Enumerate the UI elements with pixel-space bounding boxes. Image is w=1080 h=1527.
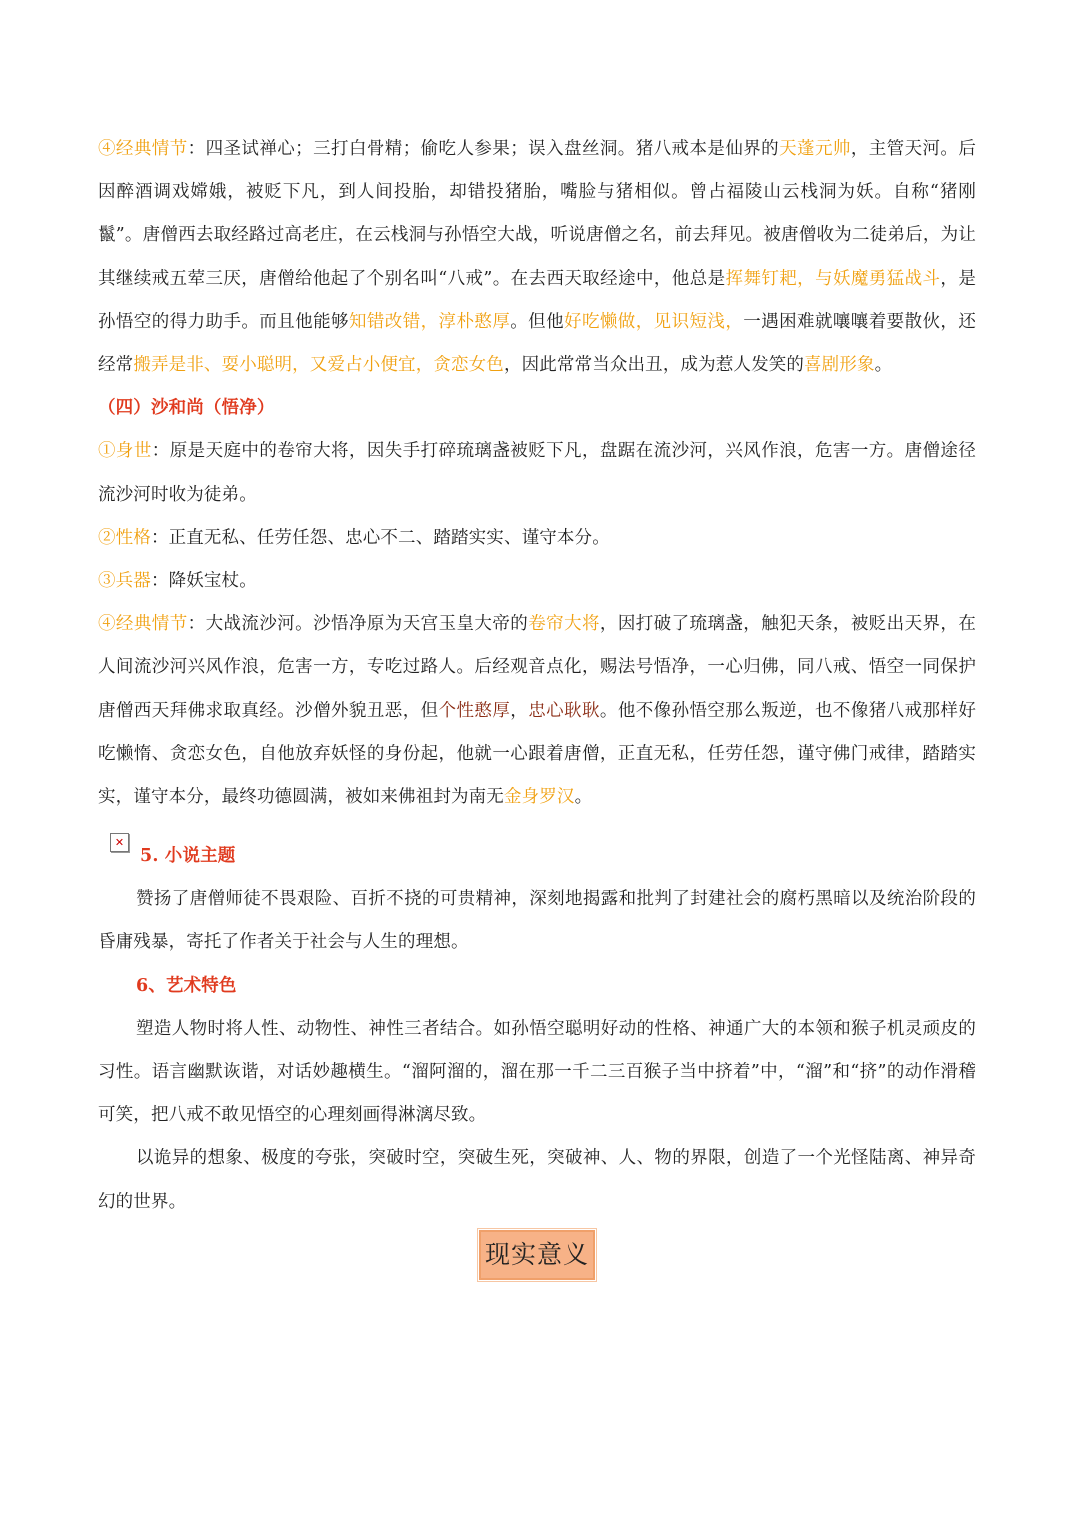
theme-heading: 5. 小说主题 (140, 846, 236, 867)
reality-box-wrap (98, 1230, 976, 1280)
emphasis: 忠心耿耿 (528, 700, 600, 721)
section-heading-sha: （四）沙和尚（悟净） (98, 398, 275, 419)
sha-weapon: ③兵器：降妖宝杖。 (98, 571, 257, 592)
art-heading: 6、艺术特色 (136, 975, 237, 996)
label: ④经典情节 (98, 139, 188, 159)
emphasis: 个性憨厚 (438, 700, 511, 721)
highlight: 好吃懒做，见识短浅， (564, 311, 744, 332)
label: ①身世 (98, 441, 152, 462)
art-paragraph-2: 以诡异的想象、极度的夸张，突破时空，突破生死，突破神、人、物的界限，创造了一个光怪陆离、神异奇幻的世界。 (98, 1148, 976, 1212)
broken-image-icon: ✕ (110, 833, 129, 852)
label: ③兵器 (98, 571, 151, 592)
theme-heading-row (98, 835, 976, 878)
label: ④经典情节 (98, 614, 188, 635)
highlight: 知错改错，淳朴憨厚 (348, 311, 511, 332)
document-page (98, 128, 976, 1280)
highlight: 喜剧形象 (804, 355, 875, 376)
highlight: 搬弄是非、耍小聪明，又爱占小便宜，贪恋女色 (133, 355, 504, 376)
label: ②性格 (98, 527, 151, 548)
highlight: 天蓬元帅 (779, 139, 851, 159)
art-paragraph-1: 塑造人物时将人性、动物性、神性三者结合。如孙悟空聪明好动的性格、神通广大的本领和猴子机灵顽皮的习性。语言幽默诙谐，对话妙趣横生。“溜阿溜的，溜在那一千二三百猴子当中挤着”中，“溜”和“挤”的动作滑稽可笑，把八戒不敢见悟空的心理刻画得淋漓尽致。 (98, 1018, 976, 1126)
sha-origin: ①身世：原是天庭中的卷帘大将，因失手打碎琉璃盏被贬下凡，盘踞在流沙河，兴风作浪，危害一方。唐僧途径流沙河时收为徒弟。 (98, 441, 977, 505)
highlight: 卷帘大将 (528, 614, 600, 635)
bajie-classic-plot: ④经典情节：四圣试禅心；三打白骨精；偷吃人参果；误入盘丝洞。猪八戒本是仙界的天蓬元帅，主管天河。后因醉酒调戏嫦娥，被贬下凡，到人间投胎，却错投猪胎，嘴脸与猪相似。曾占福陵山云栈洞为妖。自称“猪刚鬣”。唐僧西去取经路过高老庄，在云栈洞与孙悟空大战，听说唐僧之名，前去拜见。被唐僧收为二徒弟后，为让其继续戒五荤三厌，唐僧给他起了个别名叫“八戒”。在去西天取经途中，他总是挥舞钉耙，与妖魔勇猛战斗，是孙悟空的得力助手。而且他能够知错改错，淳朴憨厚。但他好吃懒做，见识短浅，一遇困难就嚷嚷着要散伙，还经常搬弄是非、耍小聪明，又爱占小便宜，贪恋女色，因此常常当众出丑，成为惹人发笑的喜剧形象。 (98, 139, 977, 376)
highlight: 金身罗汉 (503, 787, 575, 808)
sha-character: ②性格：正直无私、任劳任怨、忠心不二、踏踏实实、谨守本分。 (98, 527, 610, 548)
theme-text: 赞扬了唐僧师徒不畏艰险、百折不挠的可贵精神，深刻地揭露和批判了封建社会的腐朽黑暗以及统治阶段的昏庸残暴，寄托了作者关于社会与人生的理想。 (98, 889, 976, 953)
reality-significance-box: 现实意义 (479, 1230, 595, 1280)
highlight: 挥舞钉耙，与妖魔勇猛战斗 (725, 268, 941, 289)
sha-classic-plot: ④经典情节：大战流沙河。沙悟净原为天宫玉皇大帝的卷帘大将，因打破了琉璃盏，触犯天条，被贬出天界，在人间流沙河兴风作浪，危害一方，专吃过路人。后经观音点化，赐法号悟净，一心归佛，同八戒、悟空一同保护唐僧西天拜佛求取真经。沙僧外貌丑恶，但个性憨厚，忠心耿耿。他不像孙悟空那么叛逆，也不像猪八戒那样好吃懒惰、贪恋女色，自他放弃妖怪的身份起，他就一心跟着唐僧，正直无私，任劳任怨，谨守佛门戒律，踏踏实实，谨守本分，最终功德圆满，被如来佛祖封为南无金身罗汉。 (98, 614, 977, 808)
